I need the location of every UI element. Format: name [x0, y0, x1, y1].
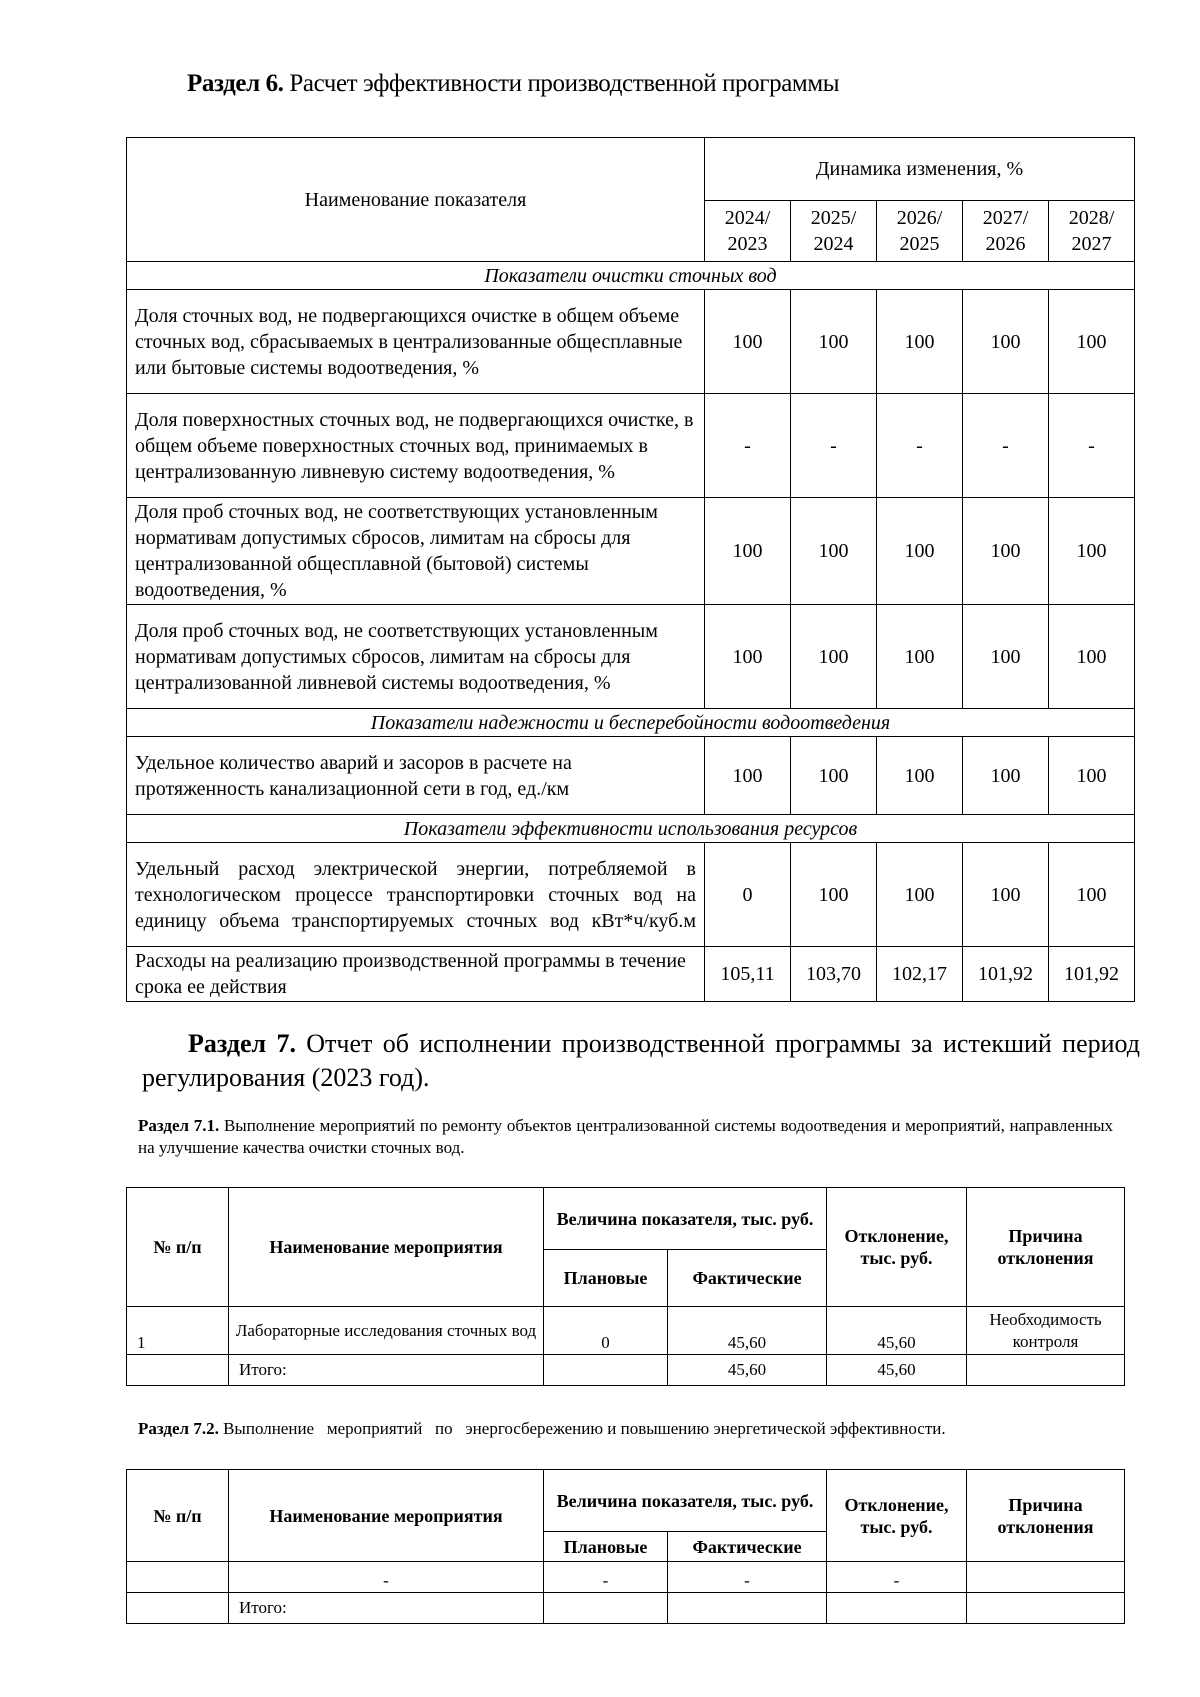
indicator-value: 100: [877, 498, 963, 605]
indicator-name: Доля проб сточных вод, не соответствующих установленным нормативам допустимых сбросов, лимитам на сбросы для централизованной общесплавной (бытовой) системы водоотведения, %: [127, 498, 705, 605]
col-header-measure: Наименование мероприятия: [229, 1470, 544, 1562]
energy-measures-table: [126, 1469, 1125, 1624]
indicator-value: 100: [1049, 843, 1135, 947]
row-deviation: 45,60: [827, 1307, 967, 1355]
indicator-value: 100: [877, 737, 963, 815]
indicator-value: 100: [705, 605, 791, 709]
indicator-value: 100: [705, 737, 791, 815]
indicator-value: 100: [1049, 498, 1135, 605]
indicator-value: 100: [963, 605, 1049, 709]
row-deviation: -: [827, 1562, 967, 1593]
indicator-value: 100: [877, 843, 963, 947]
total-label: Итого:: [229, 1355, 544, 1386]
indicator-value: 105,11: [705, 947, 791, 1002]
total-fact: 45,60: [668, 1355, 827, 1386]
row-measure: -: [229, 1562, 544, 1593]
col-header-deviation: Отклонение, тыс. руб.: [827, 1188, 967, 1307]
indicator-row: [127, 394, 1135, 498]
total-row: [127, 1593, 1125, 1624]
group-header-resources: Показатели эффективности использования ресурсов: [127, 815, 1135, 843]
section7-heading-text: Отчет об исполнении производственной программы за истекший период регулирования (2023 год).: [142, 1029, 1141, 1092]
section7-heading-bold: Раздел 7.: [188, 1029, 296, 1058]
col-header-plan: Плановые: [544, 1532, 668, 1562]
group-rows-reliability: [127, 737, 1135, 815]
indicator-name: Доля проб сточных вод, не соответствующих установленным нормативам допустимых сбросов, лимитам на сбросы для централизованной ливневой системы водоотведения, %: [127, 605, 705, 709]
col-header-num: № п/п: [127, 1470, 229, 1562]
indicator-value: 103,70: [791, 947, 877, 1002]
indicator-name: Удельный расход электрической энергии, потребляемой в технологическом процессе транспортировки сточных вод на единицу объема транспортируемых сточных вод кВт*ч/куб.м: [127, 843, 705, 947]
indicator-value: -: [1049, 394, 1135, 498]
year-header: 2028/ 2027: [1049, 201, 1135, 262]
row-fact: 45,60: [668, 1307, 827, 1355]
indicator-value: 100: [877, 605, 963, 709]
indicator-value: 100: [791, 498, 877, 605]
col-header-name: Наименование показателя: [127, 138, 705, 262]
year-header: 2027/ 2026: [963, 201, 1049, 262]
indicator-value: 100: [1049, 605, 1135, 709]
indicator-name: Доля сточных вод, не подвергающихся очистке в общем объеме сточных вод, сбрасываемых в централизованные общесплавные или бытовые системы водоотведения, %: [127, 290, 705, 394]
indicator-value: 100: [705, 498, 791, 605]
total-label: Итого:: [229, 1593, 544, 1624]
subsection-7-2-text: Выполнение мероприятий по энергосбережению и повышению энергетической эффективности.: [218, 1419, 946, 1438]
group-rows-resources: [127, 843, 1135, 1002]
group-header-treatment: Показатели очистки сточных вод: [127, 262, 1135, 290]
indicator-value: 100: [963, 290, 1049, 394]
indicator-value: 100: [791, 737, 877, 815]
indicator-row: [127, 843, 1135, 947]
table-row: [127, 1562, 1125, 1593]
indicator-row: [127, 947, 1135, 1002]
col-header-num: № п/п: [127, 1188, 229, 1307]
indicator-row: [127, 605, 1135, 709]
subsection-7-2: [138, 1418, 1128, 1440]
subsection-7-1: [138, 1115, 1113, 1159]
section6-heading-text: Расчет эффективности производственной программы: [283, 70, 840, 97]
year-header: 2025/ 2024: [791, 201, 877, 262]
year-header: 2026/ 2025: [877, 201, 963, 262]
row-plan: -: [544, 1562, 668, 1593]
indicator-value: 100: [963, 737, 1049, 815]
indicator-value: -: [877, 394, 963, 498]
indicator-value: 100: [877, 290, 963, 394]
col-header-value: Величина показателя, тыс. руб.: [544, 1188, 827, 1250]
indicator-value: 0: [705, 843, 791, 947]
col-header-fact: Фактические: [668, 1250, 827, 1307]
subsection-7-2-bold: Раздел 7.2.: [138, 1419, 219, 1438]
col-header-reason: Причина отклонения: [967, 1470, 1125, 1562]
indicator-value: -: [791, 394, 877, 498]
total-row: [127, 1355, 1125, 1386]
indicator-value: 100: [963, 498, 1049, 605]
subsection-7-1-bold: Раздел 7.1.: [138, 1116, 220, 1135]
indicator-name: Доля поверхностных сточных вод, не подвергающихся очистке, в общем объеме поверхностных сточных вод, принимаемых в централизованную ливневую систему водоотведения, %: [127, 394, 705, 498]
efficiency-table: [126, 137, 1135, 1002]
indicator-value: 100: [1049, 737, 1135, 815]
indicator-row: [127, 290, 1135, 394]
indicator-value: 100: [705, 290, 791, 394]
indicator-name: Удельное количество аварий и засоров в расчете на протяженность канализационной сети в год, ед./км: [127, 737, 705, 815]
indicator-value: 101,92: [963, 947, 1049, 1002]
col-header-reason: Причина отклонения: [967, 1188, 1125, 1307]
repair-measures-table: [126, 1187, 1125, 1386]
col-header-deviation: Отклонение, тыс. руб.: [827, 1470, 967, 1562]
col-header-fact: Фактические: [668, 1532, 827, 1562]
row-plan: 0: [544, 1307, 668, 1355]
section7-heading: [142, 1027, 1140, 1095]
col-header-value: Величина показателя, тыс. руб.: [544, 1470, 827, 1532]
indicator-value: 102,17: [877, 947, 963, 1002]
group-header-reliability: Показатели надежности и бесперебойности водоотведения: [127, 709, 1135, 737]
group-rows-treatment: [127, 290, 1135, 709]
row-measure: Лабораторные исследования сточных вод: [229, 1307, 544, 1355]
indicator-value: 100: [791, 843, 877, 947]
indicator-value: -: [963, 394, 1049, 498]
total-deviation: 45,60: [827, 1355, 967, 1386]
indicator-value: 100: [791, 290, 877, 394]
indicator-row: [127, 737, 1135, 815]
section6-heading-bold: Раздел 6.: [187, 70, 284, 97]
row-reason: Необходимость контроля: [967, 1307, 1125, 1355]
indicator-name: Расходы на реализацию производственной программы в течение срока ее действия: [127, 947, 705, 1002]
col-header-dynamics: Динамика изменения, %: [705, 138, 1135, 201]
row-num: 1: [127, 1307, 229, 1355]
indicator-value: 100: [1049, 290, 1135, 394]
row-fact: -: [668, 1562, 827, 1593]
subsection-7-1-text: Выполнение мероприятий по ремонту объектов централизованной системы водоотведения и мероприятий, направленных на улучшение качества очистки сточных вод.: [138, 1116, 1114, 1157]
table-row: [127, 1307, 1125, 1355]
indicator-value: -: [705, 394, 791, 498]
indicator-value: 101,92: [1049, 947, 1135, 1002]
col-header-measure: Наименование мероприятия: [229, 1188, 544, 1307]
section6-heading: [187, 70, 839, 98]
indicator-row: [127, 498, 1135, 605]
year-header: 2024/ 2023: [705, 201, 791, 262]
indicator-value: 100: [791, 605, 877, 709]
indicator-value: 100: [963, 843, 1049, 947]
col-header-plan: Плановые: [544, 1250, 668, 1307]
